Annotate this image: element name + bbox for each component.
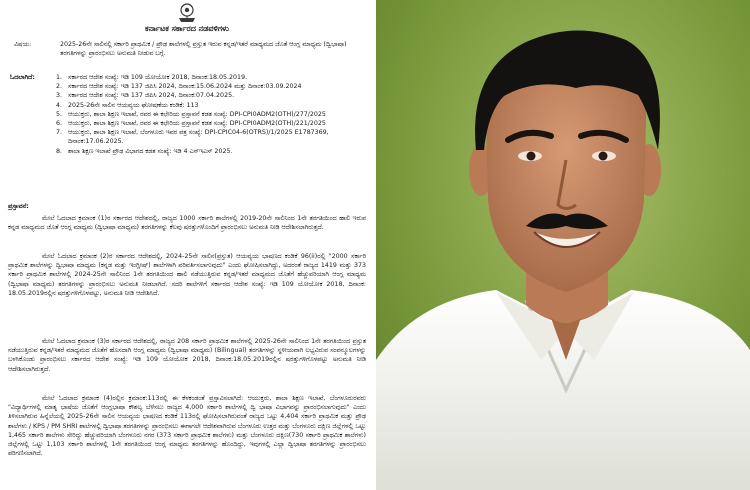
references-label: ಓದಲಾಗಿದೆ: — [10, 74, 35, 81]
reference-item: 1. ಸರ್ಕಾರದ ಆದೇಶ ಸಂಖ್ಯೆ: ಇಡಿ 109 ಯೋಯೋಕ 2018, ದಿನಾಂಕ:18.05.2019. — [56, 74, 248, 81]
reference-item: 6. ಆಯುಕ್ತರು, ಶಾಲಾ ಶಿಕ್ಷಣ ಇಲಾಖೆ, ರವರ ಈ ಕಛೇರಿಯ ಪ್ರಸ್ತಾವನೆ ಕಡತ ಸಂಖ್ಯೆ: DPI-CPI0ADM2(OTH)/221/2025 — [56, 120, 326, 128]
government-order-document — [0, 0, 374, 490]
paragraph: ಮೇಲೆ ಓದಲಾದ ಕ್ರಮಾಂಕ (2)ರ ಸರ್ಕಾರದ ಆದೇಶದಲ್ಲಿ, 2024-25ನೇ ಸಾಲಿನ(ಪ್ರಸ್ತುತ) ಆಯವ್ಯಯ ಭಾಷಣದ ಕಂಡಿಕೆ 96(ii)ರಲ್ಲಿ "2000 ಸರ್ಕಾರಿ ಪ್ರಾಥಮಿಕ ಶಾಲೆಗಳನ್ನು ದ್ವಿಭಾಷಾ ಮಾಧ್ಯಮ (ಕನ್ನಡ ಮತ್ತು ಇಂಗ್ಲೀಷ್) ಶಾಲೆಗಳಾಗಿ ಪರಿವರ್ತಿಸಲಾಗುವುದು" ಎಂದು ಘೋಷಿಸಲಾಗಿದ್ದು, ಅದರಂತೆ ರಾಜ್ಯದ 1419 ಮತ್ತು 373 ಸರ್ಕಾರಿ ಪ್ರಾಥಮಿಕ ಶಾಲೆಗಳಲ್ಲಿ 2024-25ನೇ ಸಾಲಿನಿಂದ 1ನೇ ತರಗತಿಯಿಂದ ಹಾಲಿ ನಡೆಯುತ್ತಿರುವ ಕನ್ನಡ/ಇತರೆ ಮಾಧ್ಯಮದ ಜೊತೆಗೆ ಹೆಚ್ಚುವರಿಯಾಗಿ ಆಂಗ್ಲ ಮಾಧ್ಯಮ (ದ್ವಿಭಾಷಾ ಮಾಧ್ಯಮ) ತರಗತಿಗಳನ್ನು ಪ್ರಾರಂಭಿಸಲು ಅನುಮತಿ ನೀಡಲಾಗಿದೆ. ಸದರಿ ಶಾಲೆಗಳಿಗೆ ಸರ್ಕಾರದ ಆದೇಶ ಸಂಖ್ಯೆ: ಇಡಿ 109 ಯೋಯೋಕ 2018, ದಿನಾಂಕ: 18.05.2019ರಲ್ಲಿನ ಷರತ್ತುಗಳಿಗೊಳಪಟ್ಟು, ಅನುಮತಿ ನೀಡಿ ಆದೇಶಿಸಿದೆ. — [8, 253, 366, 297]
reference-item: 3. ಸರ್ಕಾರದ ಆದೇಶ ಸಂಖ್ಯೆ: ಇಡಿ 137 ಜಿಪಿಸಿ 2024, ದಿನಾಂಕ:07.04.2025. — [56, 92, 235, 100]
references-list — [56, 73, 358, 156]
reference-item: 8. ಶಾಲಾ ಶಿಕ್ಷಣ ಇಲಾಖೆ ಪ್ರೌಢ ವಿಭಾಗದ ಕಡತ ಸಂಖ್ಯೆ: ಇಡಿ 4 ಎಸ್‌ಇಎಸ್ 2025. — [56, 147, 233, 155]
preamble-heading: ಪ್ರಸ್ತಾವನೆ: — [8, 203, 29, 210]
paragraph: ಮೇಲೆ ಓದಲಾದ ಕ್ರಮಾಂಕ (3)ರ ಸರ್ಕಾರದ ಆದೇಶದಲ್ಲಿ, ರಾಜ್ಯದ 208 ಸರ್ಕಾರಿ ಪ್ರಾಥಮಿಕ ಶಾಲೆಗಳಲ್ಲಿ 2025-26ನೇ ಸಾಲಿನಿಂದ 1ನೇ ತರಗತಿಯಿಂದ ಪ್ರಸ್ತುತ ನಡೆಯುತ್ತಿರುವ ಕನ್ನಡ/ಇತರೆ ಮಾಧ್ಯಮದ ಜೊತೆಗೆ ಹೊಸದಾಗಿ ಆಂಗ್ಲ ಮಾಧ್ಯಮ (ದ್ವಿಭಾಷಾ ಮಾಧ್ಯಮ) (Bilingual) ತರಗತಿಗಳನ್ನು ಸ್ಥಳೀಯವಾಗಿ ಲಭ್ಯವಿರುವ ಸಂಪನ್ಮೂಲಗಳನ್ನು ಬಳಸಿಕೊಂಡು ಪ್ರಾರಂಭಿಸಲು ಸರ್ಕಾರದ ಆದೇಶ ಸಂಖ್ಯೆ: ಇಡಿ 109 ಯೋಯೋಕ 2018, ದಿನಾಂಕ:18.05.2019ರಲ್ಲಿನ ಷರತ್ತುಗಳಿಗೊಳಪಟ್ಟು ಅನುಮತಿ ನೀಡಿ ಆದೇಶಿಸಲಾಗಿರುತ್ತದೆ. — [8, 338, 366, 373]
paragraph: ಮೇಲೆ ಓದಲಾದ ಕ್ರಮಾಂಕ (4)ರಲ್ಲಿನ ಕ್ರಮಾಂಕ:113ರಲ್ಲಿ ಈ ಕೆಳಕಂಡಂತೆ ಪ್ರಸ್ತಾವಿಸಲಾಗಿದೆ: ಆಯುಕ್ತರು, ಶಾಲಾ ಶಿಕ್ಷಣ ಇಲಾಖೆ, ಬೆಂಗಳೂರುರವರು "ವಿದ್ಯಾರ್ಥಿಗಳಲ್ಲಿ ಮಾತೃ ಭಾಷೆಯ ಜೊತೆಗೆ ಆಂಗ್ಲಭಾಷಾ ಕೌಶಲ್ಯ ಬೆಳೆಸಲು ರಾಜ್ಯದ 4,000 ಸರ್ಕಾರಿ ಶಾಲೆಗಳಲ್ಲಿ ದ್ವಿ ಭಾಷಾ ವಿಭಾಗವನ್ನು ಪ್ರಾರಂಭಿಸಲಾಗುವುದು" ಎಂದು ತಿಳಿಸಲಾಗಿರುವ ಹಿನ್ನೆಲೆಯಲ್ಲಿ 2025-26ನೇ ಸಾಲಿನ ಆಯವ್ಯಯ ಭಾಷಣದ ಕಂಡಿಕೆ 113ರಲ್ಲಿ ಘೋಷಿಸಲಾಗಿರುವಂತೆ ರಾಜ್ಯದ ಒಟ್ಟು 4,404 ಸರ್ಕಾರಿ ಪ್ರಾಥಮಿಕ ಮತ್ತು ಪ್ರೌಢ ಶಾಲೆಗಳು / KPS / PM SHRI ಶಾಲೆಗಳಲ್ಲಿ ದ್ವಿಭಾಷಾ ತರಗತಿಗಳನ್ನು ಪ್ರಾರಂಭಿಸಲು ಈಗಾಗಲೇ ಆದೇಶವಾಗಿರುವ ಬೆಂಗಳೂರು ಉತ್ತರ ಮತ್ತು ಬೆಂಗಳೂರು ದಕ್ಷಿಣ ಜಿಲ್ಲೆಗಳಲ್ಲಿ ಒಟ್ಟು 1,465 ಸರ್ಕಾರಿ ಶಾಲೆಗಳು ಸೇರಿದ್ದು ಹೆಚ್ಚುವರಿಯಾಗಿ ಬೆಂಗಳೂರು ನಗರ (373 ಸರ್ಕಾರಿ ಪ್ರಾಥಮಿಕ ಶಾಲೆಗಳು) ಮತ್ತು ಬೆಂಗಳೂರು ದಕ್ಷಿಣ(730 ಸರ್ಕಾರಿ ಪ್ರಾಥಮಿಕ ಶಾಲೆಗಳು) ಜಿಲ್ಲೆಗಳಲ್ಲಿ ಒಟ್ಟು 1,103 ಸರ್ಕಾರಿ ಶಾಲೆಗಳಲ್ಲಿ 1ನೇ ತರಗತಿಯಿಂದ ಆಂಗ್ಲ ಮಾಧ್ಯಮ ತರಗತಿಗಳನ್ನು ಹೊಂದಿದ್ದು, ಇವುಗಳಲ್ಲಿ ಎಲ್ಲಾ ದ್ವಿಭಾಷಾ ತರಗತಿಗಳನ್ನು ಪ್ರಾರಂಭಿಸಲು ಪರಿಗಣಿಸಲಾಗಿದೆ. — [8, 395, 366, 458]
reference-item: 5. ಆಯುಕ್ತರು, ಶಾಲಾ ಶಿಕ್ಷಣ ಇಲಾಖೆ, ರವರ ಈ ಕಛೇರಿಯ ಪ್ರಸ್ತಾವನೆ ಕಡತ ಸಂಖ್ಯೆ: DPI-CPI0ADM2(OTH)/277/2025 — [56, 110, 326, 118]
reference-item: 7. ಆಯುಕ್ತರು, ಶಾಲಾ ಶಿಕ್ಷಣ ಇಲಾಖೆ, ಬೆಂಗಳೂರು ಇವರ ಪತ್ರ ಸಂಖ್ಯೆ: DPI-CPIC04-6(OTRS)/1/2025 E1787369, ದಿನಾಂಕ:17.06.2025. — [56, 129, 329, 146]
document-header: ಕರ್ನಾಟಕ ಸರ್ಕಾರದ ನಡವಳಿಗಳು — [145, 24, 229, 33]
paragraph: ಮೇಲೆ ಓದಲಾದ ಕ್ರಮಾಂಕ (1)ರ ಸರ್ಕಾರದ ಆದೇಶದಲ್ಲಿ, ರಾಜ್ಯದ 1000 ಸರ್ಕಾರಿ ಶಾಲೆಗಳಲ್ಲಿ 2019-20ನೇ ಸಾಲಿನಿಂದ 1ನೇ ತರಗತಿಯಿಂದ ಹಾಲಿ ಇರುವ ಕನ್ನಡ ಮಾಧ್ಯಮದ ಜೊತೆ ಆಂಗ್ಲ ಮಾಧ್ಯಮ (ದ್ವಿಭಾಷಾ ಮಾಧ್ಯಮ) ತರಗತಿಗಳನ್ನು ಕೆಲವು ಷರತ್ತುಗಳೊಂದಿಗೆ ಪ್ರಾರಂಭಿಸಲು ಅನುಮತಿ ನೀಡಿ ಆದೇಶಿಸಲಾಗಿರುತ್ತದೆ. — [8, 215, 366, 232]
reference-item: 4. 2025-26ನೇ ಸಾಲಿನ ಆಯವ್ಯಯ ಘೋಷಣೆಯ ಕಂಡಿಕೆ: 113 — [56, 101, 199, 109]
subject-text: 2025-26ನೇ ಸಾಲಿನಲ್ಲಿ ಸರ್ಕಾರಿ ಪ್ರಾಥಮಿಕ / ಪ್ರೌಢ ಶಾಲೆಗಳಲ್ಲಿ ಪ್ರಸ್ತುತ ಇರುವ ಕನ್ನಡ/ಇತರೆ ಮಾಧ್ಯಮದ ಜೊತೆ ಆಂಗ್ಲ ಮಾಧ್ಯಮ (ದ್ವಿಭಾಷಾ) ತರಗತಿಗಳನ್ನು ಪ್ರಾರಂಭಿಸಲು ಅನುಮತಿ ನೀಡುವ ಬಗ್ಗೆ. — [60, 41, 347, 58]
karnataka-emblem-icon — [174, 2, 200, 24]
portrait-photo — [376, 0, 750, 490]
reference-item: 2. ಸರ್ಕಾರದ ಆದೇಶ ಸಂಖ್ಯೆ: ಇಡಿ 137 ಜಿಪಿಸಿ 2024, ದಿನಾಂಕ:15.06.2024 ಮತ್ತು ದಿನಾಂಕ:03.09.2024 — [56, 83, 302, 91]
subject-label: ವಿಷಯ: — [14, 41, 32, 48]
